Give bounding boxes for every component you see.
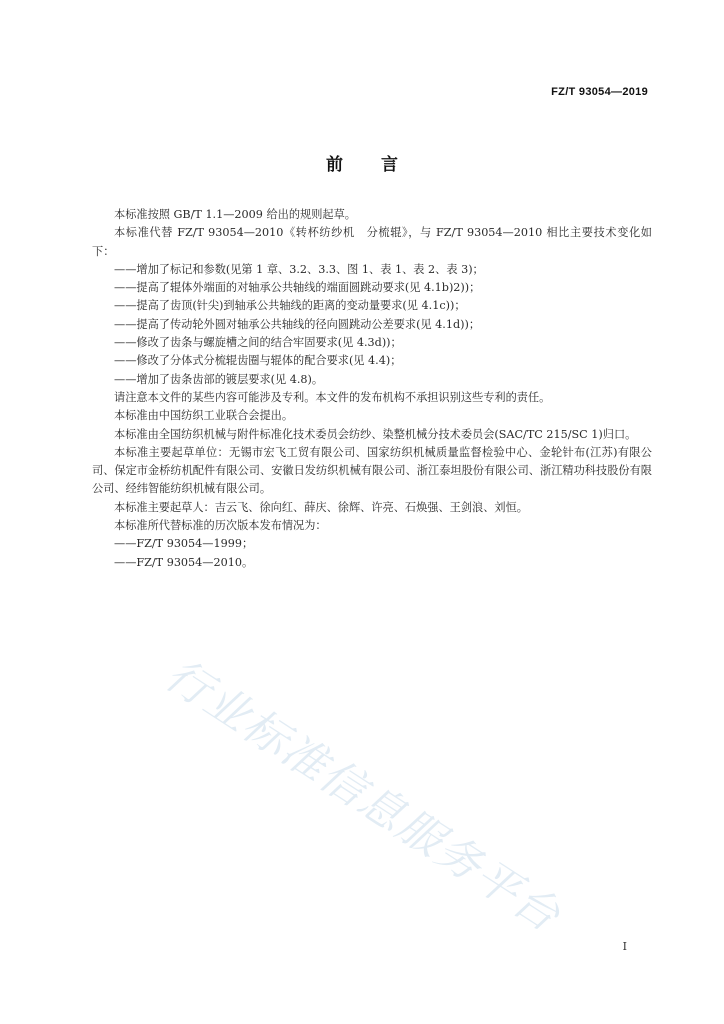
list-item: ——增加了齿条齿部的镀层要求(见 4.8)。 (114, 372, 324, 386)
paragraph: 本标准由中国纺织工业联合会提出。 (114, 409, 294, 423)
page-title: 前言 (326, 155, 436, 175)
list-item: ——提高了辊体外端面的对轴承公共轴线的端面圆跳动要求(见 4.1b)2))； (114, 281, 481, 295)
document-body (92, 206, 652, 572)
standard-number: FZ/T 93054—2019 (551, 86, 648, 98)
paragraph: 本标准主要起草人：吉云飞、徐向红、薛庆、徐辉、许亮、石焕强、王剑浪、刘恒。 (114, 500, 528, 514)
paragraph: 本标准主要起草单位：无锡市宏飞工贸有限公司、国家纺织机械质量监督检验中心、金轮针布(江苏)有限公司、保定市金桥纺机配件有限公司、安徽日发纺织机械有限公司、浙江泰坦股份有限公司、浙江精功科技股份有限公司、经纬智能纺织机械有限公司。 (92, 445, 652, 496)
list-item: ——FZ/T 93054—2010。 (114, 555, 254, 569)
paragraph: 本标准由全国纺织机械与附件标准化技术委员会纺纱、染整机械分技术委员会(SAC/TC 215/SC 1)归口。 (114, 427, 637, 441)
paragraph: 本标准按照 GB/T 1.1—2009 给出的规则起草。 (114, 208, 356, 221)
list-item: ——提高了齿顶(针尖)到轴承公共轴线的距离的变动量要求(见 4.1c))； (114, 299, 466, 313)
paragraph: 请注意本文件的某些内容可能涉及专利。本文件的发布机构不承担识别这些专利的责任。 (114, 390, 551, 404)
list-item: ——增加了标记和参数(见第 1 章、3.2、3.3、图 1、表 1、表 2、表 3)； (114, 262, 484, 276)
list-item: ——修改了齿条与螺旋槽之间的结合牢固要求(见 4.3d))； (114, 336, 402, 350)
paragraph: 本标准代替 FZ/T 93054—2010《转杯纺纱机 分梳辊》，与 FZ/T 93054—2010 相比主要技术变化如下： (92, 226, 652, 258)
list-item: ——修改了分体式分梳辊齿圈与辊体的配合要求(见 4.4)； (114, 354, 402, 368)
list-item: ——FZ/T 93054—1999； (114, 537, 254, 551)
paragraph: 本标准所代替标准的历次版本发布情况为： (114, 519, 327, 533)
watermark: 行业标准信息服务平台 (156, 649, 570, 943)
list-item: ——提高了传动轮外圆对轴承公共轴线的径向圆跳动公差要求(见 4.1d))； (114, 317, 481, 331)
page-number: I (622, 940, 627, 953)
